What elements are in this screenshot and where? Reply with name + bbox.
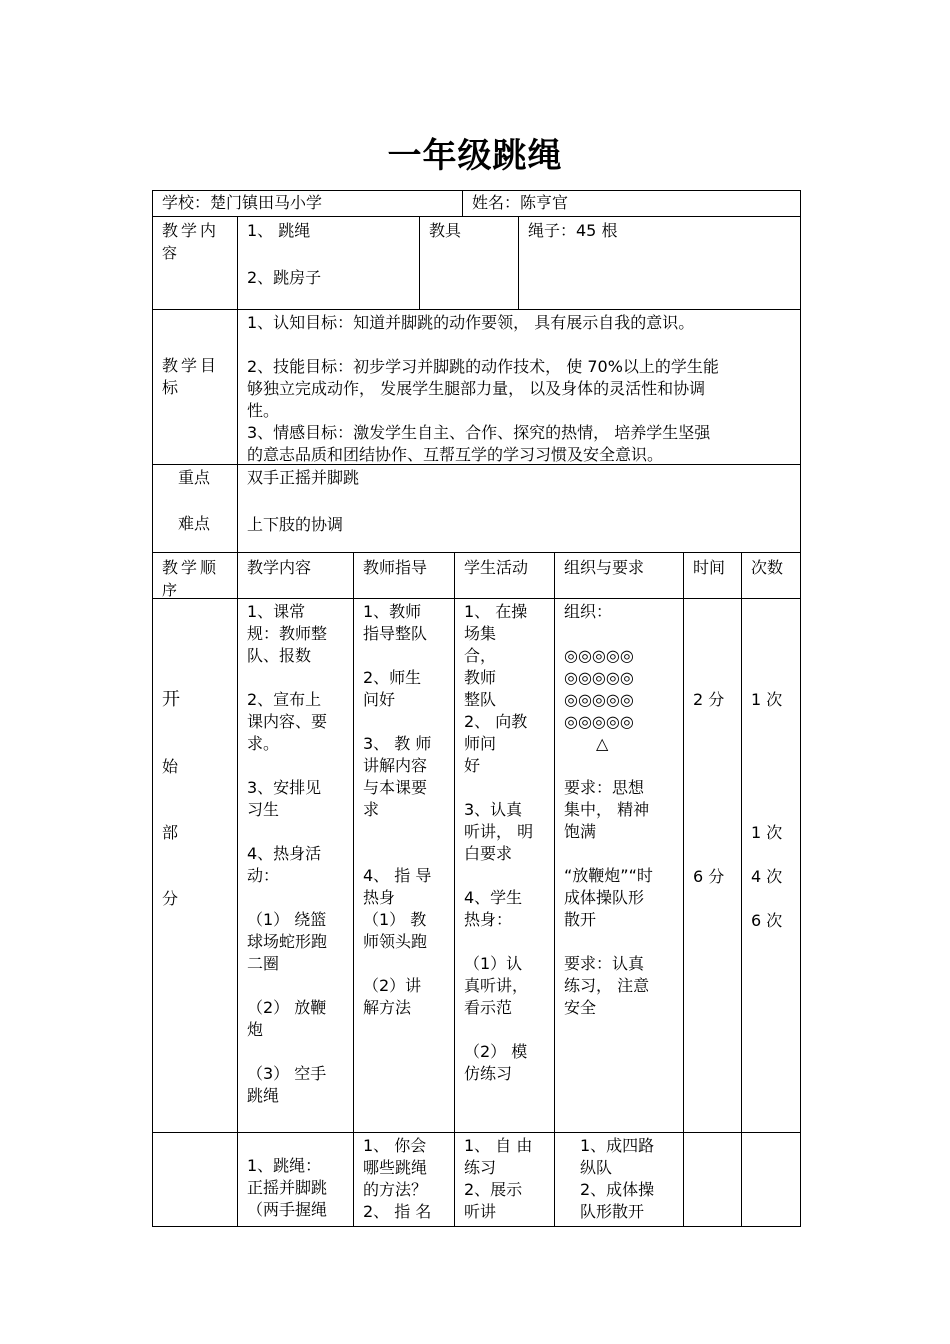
equipment-value: 绳子：45 根 [528, 221, 618, 240]
text-line [247, 1041, 347, 1063]
text-line [363, 821, 448, 843]
col-divider [353, 552, 354, 1227]
time-value: 6 分 [693, 867, 725, 886]
content-item-1: 1、 跳绳 [247, 221, 311, 240]
text-line: 2、师生 [363, 668, 422, 687]
goals-label-cont: 标 [162, 378, 179, 397]
text-line: 的方法？ [363, 1180, 428, 1199]
text-line: 热身： [464, 910, 513, 929]
text-line: 跳绳 [247, 1086, 280, 1105]
text-line: 成体操队形 [564, 888, 645, 907]
goal-line: 1、认知目标：知道并脚跳的动作要领， 具有展示自我的意识。 [247, 313, 695, 332]
part-label: 开 [162, 689, 180, 710]
text-line: 4、 指 导 [363, 866, 432, 885]
text-line: 要求：思想 [564, 778, 645, 797]
row-divider [152, 1132, 801, 1133]
text-line: 集中， 精神 [564, 800, 650, 819]
text-line: 指导整队 [363, 624, 428, 643]
goal-line: 的意志品质和团结协作、互帮互学的学习习惯及安全意识。 [247, 445, 664, 464]
text-line: 饱满 [564, 822, 597, 841]
content-label-cont: 容 [162, 244, 178, 262]
text-line: 散开 [564, 910, 597, 929]
table-border-top [152, 190, 801, 191]
row-divider [152, 309, 801, 310]
text-line: 整队 [464, 690, 497, 709]
text-line: △ [596, 734, 609, 753]
text-line: 师领头跑 [363, 932, 428, 951]
col-header-count: 次数 [751, 558, 784, 577]
section2-teacher-lines [363, 1135, 448, 1223]
section2-student-lines [464, 1135, 548, 1223]
key-point-value: 双手正摇并脚跳 [247, 468, 360, 487]
text-line: 师问 [464, 734, 497, 753]
text-line: 2、 指 名 [363, 1202, 432, 1221]
col-divider [518, 216, 519, 309]
text-line: 2、宣布上 [247, 690, 322, 709]
text-line: 2、展示 [464, 1180, 523, 1199]
count-value: 4 次 [751, 867, 783, 886]
text-line: 热身 [363, 888, 396, 907]
count-value: 1 次 [751, 690, 783, 709]
text-line: 1、课常 [247, 602, 306, 621]
text-line: （2）讲 [363, 976, 422, 995]
text-line [464, 865, 548, 887]
content-label: 教学内 [162, 221, 220, 240]
part-label: 始 [162, 757, 179, 776]
text-line: 规：教师整 [247, 624, 328, 643]
row-divider [152, 552, 801, 553]
text-line: 1、成四路 [580, 1136, 655, 1155]
text-line: 要求：认真 [564, 954, 645, 973]
text-line: （2） 模 [464, 1042, 528, 1061]
goal-line: 够独立完成动作， 发展学生腿部力量， 以及身体的灵活性和协调 [247, 379, 706, 398]
content-item-2: 2、跳房子 [247, 268, 322, 287]
teacher-name-field: 姓名：陈亨官 [472, 193, 569, 212]
text-line: 组织： [564, 602, 613, 621]
time-value: 2 分 [693, 690, 725, 709]
goals-label: 教学目 [162, 356, 220, 375]
text-line [564, 623, 679, 645]
text-line: 二圈 [247, 954, 280, 973]
section2-org-lines [580, 1135, 680, 1223]
col-header-time: 时间 [693, 558, 726, 577]
text-line: 4、热身活 [247, 844, 322, 863]
row-divider [152, 216, 801, 217]
text-line: 合， [464, 646, 497, 665]
text-line [564, 843, 679, 865]
text-line: 求 [363, 800, 380, 819]
text-line [247, 821, 347, 843]
section1-org-lines [564, 601, 679, 1019]
col-header-content: 教学内容 [247, 558, 312, 577]
section2-content-lines [247, 1155, 347, 1221]
text-line: 练习 [464, 1158, 497, 1177]
text-line [363, 645, 448, 667]
text-line: 3、安排见 [247, 778, 322, 797]
text-line: 3、 教 师 [363, 734, 432, 753]
text-line: 练习， 注意 [564, 976, 650, 995]
text-line: （两手握绳 [247, 1200, 328, 1219]
col-divider [237, 216, 238, 1227]
text-line: 解方法 [363, 998, 412, 1017]
text-line: 1、教师 [363, 602, 422, 621]
text-line: 好 [464, 756, 481, 775]
text-line: 队、报数 [247, 646, 312, 665]
text-line: （1） 教 [363, 910, 427, 929]
text-line [247, 755, 347, 777]
count-value: 6 次 [751, 911, 783, 930]
col-divider [741, 552, 742, 1227]
text-line: 与本课要 [363, 778, 428, 797]
text-line: 场集 [464, 624, 497, 643]
text-line: 习生 [247, 800, 280, 819]
text-line: 1、 在操 [464, 602, 528, 621]
text-line: （1） 绕篮 [247, 910, 327, 929]
text-line: 看示范 [464, 998, 513, 1017]
text-line: 球场蛇形跑 [247, 932, 328, 951]
text-line: 求。 [247, 734, 280, 753]
text-line: 哪些跳绳 [363, 1158, 428, 1177]
text-line: 队形散开 [580, 1202, 645, 1221]
difficulty-label: 难点 [178, 514, 211, 533]
page-title: 一年级跳绳 [387, 136, 563, 176]
text-line: 1、 你会 [363, 1136, 427, 1155]
col-divider [683, 552, 684, 1227]
text-line: 2、成体操 [580, 1180, 655, 1199]
equipment-label: 教具 [429, 221, 462, 240]
table-border-left [152, 190, 153, 1227]
text-line: 仿练习 [464, 1064, 513, 1083]
text-line: 4、学生 [464, 888, 523, 907]
section1-student-lines [464, 601, 548, 1085]
text-line: 安全 [564, 998, 597, 1017]
col-header-order-cont: 序 [162, 581, 178, 599]
text-line [363, 843, 448, 865]
table-border-bottom [152, 1226, 801, 1227]
text-line: 纵队 [580, 1158, 613, 1177]
text-line [363, 711, 448, 733]
section1-content-lines [247, 601, 347, 1107]
goal-line: 3、情感目标：激发学生自主、合作、探究的热情， 培养学生坚强 [247, 423, 711, 442]
text-line: 教师 [464, 668, 497, 687]
text-line: 真听讲， [464, 976, 529, 995]
goal-line: 2、技能目标：初步学习并脚跳的动作技术， 使 70%以上的学生能 [247, 357, 719, 376]
count-value: 1 次 [751, 823, 783, 842]
text-line: 3、认真 [464, 800, 523, 819]
text-line: ◎◎◎◎◎ [564, 712, 634, 731]
text-line [363, 953, 448, 975]
text-line [564, 931, 679, 953]
text-line: （3） 空手 [247, 1064, 327, 1083]
text-line [464, 777, 548, 799]
part-label: 分 [162, 889, 179, 908]
text-line: ◎◎◎◎◎ [564, 646, 634, 665]
goal-line: 性。 [247, 401, 280, 420]
text-line: 1、跳绳： [247, 1156, 322, 1175]
text-line [247, 975, 347, 997]
row-divider [152, 598, 801, 599]
text-line: 问好 [363, 690, 396, 709]
text-line: 听讲 [464, 1202, 497, 1221]
text-line: 讲解内容 [363, 756, 428, 775]
text-line: 1、 自 由 [464, 1136, 533, 1155]
text-line [564, 755, 679, 777]
text-line: 动： [247, 866, 280, 885]
text-line [464, 931, 548, 953]
text-line: ◎◎◎◎◎ [564, 668, 634, 687]
text-line: 炮 [247, 1020, 264, 1039]
text-line: （1）认 [464, 954, 523, 973]
key-point-label: 重点 [178, 468, 211, 487]
text-line [464, 1019, 548, 1041]
col-divider [454, 552, 455, 1227]
part-label: 部 [162, 823, 179, 842]
table-border-right [800, 190, 801, 1227]
col-header-student: 学生活动 [464, 558, 529, 577]
text-line: （2） 放鞭 [247, 998, 327, 1017]
difficulty-value: 上下肢的协调 [247, 515, 344, 534]
school-field: 学校：楚门镇田马小学 [162, 193, 323, 212]
text-line: 2、 向教 [464, 712, 528, 731]
col-header-org: 组织与要求 [564, 558, 645, 577]
col-header-teacher: 教师指导 [363, 558, 428, 577]
section1-teacher-lines [363, 601, 448, 1019]
col-divider [462, 190, 463, 216]
col-divider [554, 552, 555, 1227]
text-line [247, 667, 347, 689]
text-line: 正摇并脚跳 [247, 1178, 328, 1197]
text-line: 白要求 [464, 844, 513, 863]
text-line: ◎◎◎◎◎ [564, 690, 634, 709]
text-line [247, 887, 347, 909]
text-line: 课内容、要 [247, 712, 328, 731]
col-divider [419, 216, 420, 309]
col-header-order: 教学顺 [162, 558, 220, 577]
text-line: 听讲， 明 [464, 822, 534, 841]
text-line: “放鞭炮”“时 [564, 866, 653, 885]
